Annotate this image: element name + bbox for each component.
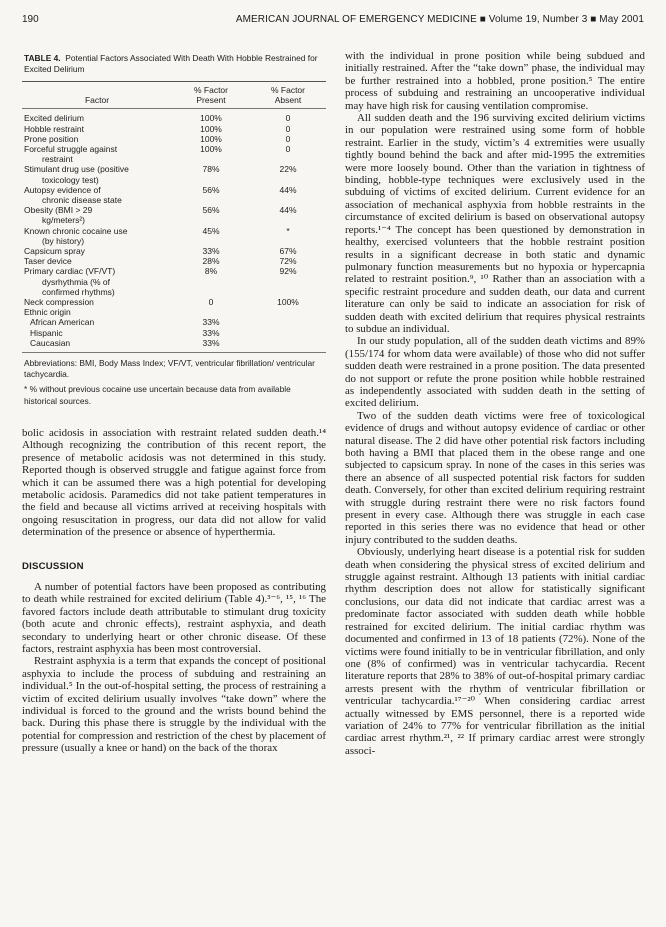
table-row	[22, 256, 326, 266]
absent-cell: 0	[285, 144, 291, 155]
present-cell: 56%	[202, 205, 220, 216]
present-cell: 0	[208, 297, 214, 308]
factor-cell	[22, 317, 172, 327]
factors-table	[22, 82, 326, 348]
absent-cell	[250, 317, 326, 327]
factor-name: Prone position	[24, 133, 79, 144]
present-cell: 100%	[200, 144, 222, 155]
absent-cell: 44%	[279, 205, 297, 216]
present-cell: 78%	[202, 164, 220, 175]
absent-cell: 44%	[279, 184, 297, 195]
running-head: AMERICAN JOURNAL OF EMERGENCY MEDICINE ■ Volume 19, Number 3 ■ May 2001	[235, 14, 644, 25]
table-header-row	[22, 82, 326, 108]
factor-name: Forceful struggle against	[24, 144, 118, 155]
factor-cell	[22, 164, 172, 184]
absent-cell	[250, 307, 326, 317]
factor-name: Ethnic origin	[24, 307, 71, 318]
left-body	[22, 427, 326, 755]
table-row	[22, 307, 326, 317]
factor-name: African American	[30, 317, 95, 328]
table-note-abbreviations: Abbreviations: BMI, Body Mass Index; VF/VT, ventricular fibrillation/ ventricular tachycardia.	[24, 358, 315, 380]
table-caption	[24, 53, 326, 75]
factor-cell	[22, 134, 172, 144]
factor-name-continued: confirmed rhythms)	[42, 286, 115, 297]
present-cell: 33%	[202, 327, 220, 338]
table-row	[22, 124, 326, 134]
present-cell	[172, 307, 250, 317]
factor-name: Primary cardiac (VF/VT)	[24, 266, 116, 277]
table-row	[22, 328, 326, 338]
factor-name-continued: (by history)	[42, 235, 85, 246]
col-header-present: % Factor Present	[193, 85, 228, 106]
present-cell: 56%	[202, 184, 220, 195]
present-cell: 33%	[202, 317, 220, 328]
left-para-1: A number of potential factors have been proposed as contributing to death while restrained for excited delirium (Table 4).³⁻⁶, ¹⁵, ¹⁶ The favored factors include death attributable to stimulant drug toxicity (both acute and chronic effects), restraint asphyxia, and death secondary to underlying heart or other chronic disease. Of these factors, restraint asphyxia has been most controversial.	[22, 580, 326, 655]
factor-cell	[22, 185, 172, 205]
left-column	[22, 50, 326, 755]
right-para-1: All sudden death and the 196 surviving excited delirium victims in our population were restrained using some form of hobble restraint. Earlier in the study, victim’s 4 extremities were usually tightly bound behind the back and after mid-1995 the extremities were more loosely bound. Other than the variation in tightness of binding, hobble-type techniques were exclusively used in the subduing of victims of excited delirium. Current evidence for an association of mechanical asphyxia from hobble restraints in the circumstance of excited delirium is based on observational autopsy reports.¹⁻⁴ The concept has been questioned by demonstration in healthy, exercised volunteers that the hobble restraint position results in a significant decrease in both static and dynamic pulmonary function measurements but no hypoxia or hypercapnia related to restraint position.⁹, ¹⁰ Rather than an association with a specific restraint procedure and sudden death, our data and current literature can only be said to indicate an association for risk of sudden death with excited delirium that requires physical restraints to subdue an individual.	[345, 112, 645, 335]
right-para-continued: with the individual in prone position while being subdued and initially restrained. After the “take down” phase, the individual may be further restrained into a hobbled, prone position.⁵ The entire process of subduing and restraining an uncooperative individual may have high risk for causing ventilation compromise.	[345, 50, 645, 112]
table-body	[22, 113, 326, 348]
factor-name: Autopsy evidence of	[24, 184, 101, 195]
table-note-asterisk: * % without previous cocaine use uncertain because data from available historical sources.	[24, 384, 291, 406]
page-number: 190	[22, 14, 39, 25]
absent-cell: 92%	[279, 266, 297, 277]
table-label: TABLE 4.	[24, 53, 61, 63]
factor-cell	[22, 246, 172, 256]
absent-cell: *	[286, 225, 290, 236]
factor-name: Taser device	[24, 256, 72, 267]
factor-name: Excited delirium	[24, 113, 84, 124]
table-row	[22, 338, 326, 348]
section-heading-discussion: DISCUSSION	[22, 560, 84, 572]
factor-name: Stimulant drug use (positive	[24, 164, 129, 175]
factor-name-continued: restraint	[42, 154, 73, 165]
present-cell: 100%	[200, 133, 222, 144]
present-cell: 100%	[200, 123, 222, 134]
factor-name: Caucasian	[30, 337, 71, 348]
factor-name: Hobble restraint	[24, 123, 85, 134]
present-cell: 33%	[202, 246, 220, 257]
factor-cell	[22, 256, 172, 266]
right-column	[345, 50, 645, 757]
factor-name: Known chronic cocaine use	[24, 225, 128, 236]
table-row	[22, 185, 326, 205]
present-cell: 33%	[202, 337, 220, 348]
factor-cell	[22, 113, 172, 123]
absent-cell: 72%	[279, 256, 297, 267]
table-row	[22, 164, 326, 184]
table-title: Potential Factors Associated With Death With Hobble Restrained for Excited Delirium	[24, 53, 318, 74]
table-row	[22, 113, 326, 123]
right-para-4: Obviously, underlying heart disease is a potential risk for sudden death when considering the physical stress of excited delirium and struggle against restraint. Although 13 patients with initial cardiac rhythm description does not allow for statistically significant conclusions, our data did not indicate that cardiac arrest was a predominate factor associated with sudden death while hobble restrained for excited delirium. The initial cardiac rhythm was documented and confirmed in 13 of 18 patients (72%). None of the victims were found initially to be in ventricular fibrillation, and only one (8% of confirmed) was in ventricular tachycardia. Recent literature reports that 28% to 38% of out-of-hospital primary cardiac arrests present with the rhythm of ventricular fibrillation or ventricular tachycardia.¹⁷⁻²⁰ When considering cardiac arrest actually witnessed by EMS personnel, there is a reported wide variation of 24% to 77% for ventricular fibrillation as the initial cardiac arrest rhythm.²¹, ²² If primary cardiac arrest were strongly associ-	[345, 546, 645, 757]
col-header-factor: Factor	[84, 95, 110, 106]
absent-cell	[250, 338, 326, 348]
right-para-3: Two of the sudden death victims were free of toxicological evidence of drugs and without autopsy evidence of cardiac or other natural disease. The 2 did have other potential risk factors including both having a BMI that placed them in the obese range and one subjected to capsicum spray. In none of the cases in this series was there an absence of all suspected potential risk factors for sudden death. Conversely, for other than excited delirium requiring restraint with struggle during restraint there were no risk factors found present in every case. Although there was struggle in each case reported in this series there was no evidence that head or other injury contributed to the sudden deaths.	[345, 409, 645, 546]
col-header-absent: % Factor Absent	[270, 85, 305, 106]
factor-name-continued: chronic disease state	[42, 195, 122, 206]
factor-name-continued: toxicology test)	[42, 174, 99, 185]
absent-cell	[250, 328, 326, 338]
right-para-2: In our study population, all of the sudden death victims and 89% (155/174 for whom data were available) of those who did not suffer sudden death were restrained in a prone position. The data presented do not support or refute the prone position while hobble restrained as independently associated with sudden death in the setting of excited delirium.	[345, 335, 645, 410]
factor-cell	[22, 124, 172, 134]
factor-name: Hispanic	[30, 327, 63, 338]
table-row	[22, 205, 326, 225]
absent-cell: 100%	[277, 297, 299, 308]
factor-cell	[22, 205, 172, 225]
factor-cell	[22, 297, 172, 307]
table-bottom-rule	[22, 352, 326, 353]
absent-cell: 0	[285, 113, 291, 124]
table-row	[22, 317, 326, 327]
left-para-2: Restraint asphyxia is a term that expands the concept of positional asphyxia to include the process of subduing and restraining an individual.⁵ In the out-of-hospital setting, the process of restraining a victim of excited delirium usually involves “take down” where the individual is forced to the ground and the wrists bound behind the back. During this phase there is struggle by the individual with the potential for compression and restriction of the chest by placement of pressure (usually a knee or hand) on the back of the thorax	[22, 655, 326, 755]
table-row	[22, 144, 326, 164]
factor-cell	[22, 226, 172, 246]
table-row	[22, 266, 326, 297]
present-cell: 100%	[200, 113, 222, 124]
table-notes	[24, 358, 326, 407]
factor-cell	[22, 338, 172, 348]
factor-name-continued: dysrhythmia (% of	[42, 276, 111, 287]
table-row	[22, 226, 326, 246]
absent-cell: 0	[285, 133, 291, 144]
factor-name: Capsicum spray	[24, 246, 85, 257]
factor-name: Obesity (BMI > 29	[24, 205, 93, 216]
table-row	[22, 297, 326, 307]
absent-cell: 67%	[279, 246, 297, 257]
factor-name: Neck compression	[24, 297, 94, 308]
factor-name-continued: kg/meters²)	[42, 215, 85, 226]
page-header	[22, 14, 644, 28]
factor-cell	[22, 328, 172, 338]
present-cell: 28%	[202, 256, 220, 267]
left-para-continued: bolic acidosis in association with restraint related sudden death.¹⁴ Although recognizing the contribution of this recent report, the presence of metabolic acidosis was not determined in this study. Reported though is observed struggle and fatigue against force from which it can be assumed there was a high potential for developing metabolic acidosis. Paramedics did not take patient temperatures in the field and because all victims arrived at receiving hospitals with ongoing resuscitation in progress, our data did not allow for valid determination of the presence or absence of hyperthermia.	[22, 426, 326, 539]
table-row	[22, 246, 326, 256]
factor-cell	[22, 144, 172, 164]
factor-cell	[22, 266, 172, 297]
absent-cell: 0	[285, 123, 291, 134]
table-row	[22, 134, 326, 144]
present-cell: 45%	[202, 225, 220, 236]
absent-cell: 22%	[279, 164, 297, 175]
factor-cell	[22, 307, 172, 317]
present-cell: 8%	[204, 266, 218, 277]
